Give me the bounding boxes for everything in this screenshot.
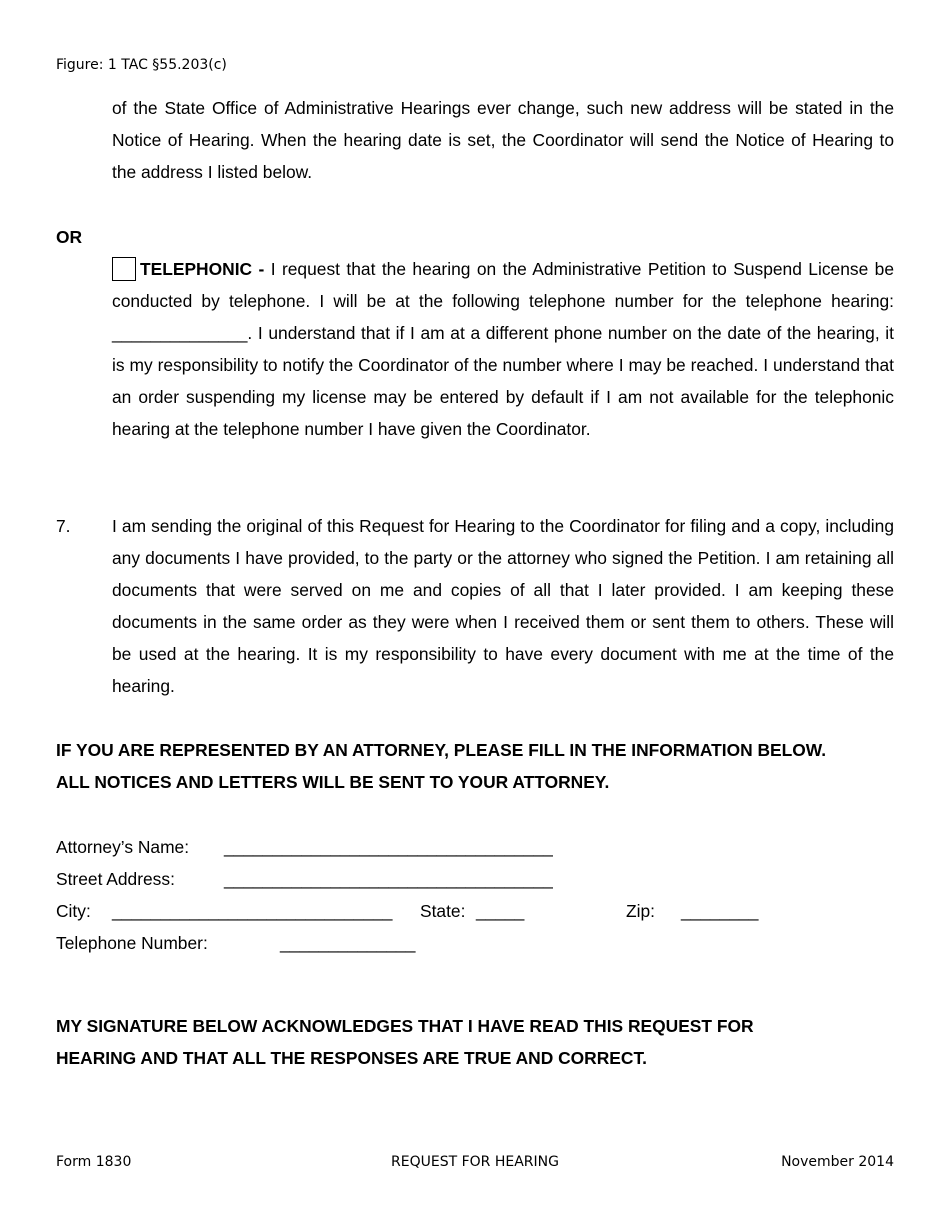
city-label: City: [56, 901, 91, 921]
state-field[interactable]: _____ [476, 901, 525, 921]
paragraph-hearing-address: of the State Office of Administrative Hearings ever change, such new address will be stated in the Notice of Hearing. When the hearing date is set, the Coordinator will send the Notice of Hearing to the address I listed below. [112, 98, 894, 182]
attorney-notice [56, 734, 916, 798]
city-field[interactable]: _____________________________ [112, 901, 393, 921]
signature-notice [56, 1010, 916, 1074]
item-number-7: 7. [56, 516, 71, 536]
telephonic-option [112, 253, 894, 445]
street-address-field[interactable]: __________________________________ [224, 869, 553, 889]
signature-notice-line2: HEARING AND THAT ALL THE RESPONSES ARE TRUE AND CORRECT. [56, 1048, 647, 1068]
attorney-notice-line2: ALL NOTICES AND LETTERS WILL BE SENT TO YOUR ATTORNEY. [56, 772, 610, 792]
state-label: State: [420, 901, 466, 921]
attorney-name-field[interactable]: __________________________________ [224, 837, 553, 857]
or-label: OR [56, 227, 83, 247]
item-7-text: I am sending the original of this Request for Hearing to the Coordinator for filing and a copy, including any documents I have provided, to the party or the attorney who signed the Petition. I am retaining all documents that were served on me and copies of all that I later provided. I am keeping these documents in the same order as they were when I received them or sent them to others. These will be used at the hearing. It is my responsibility to have every document with me at the time of the hearing. [112, 516, 894, 696]
footer-form-number: Form 1830 [56, 1154, 132, 1170]
footer-date: November 2014 [781, 1154, 894, 1170]
telephonic-text-part2: . I understand that if I am at a different phone number on the date of the hearing, it is my responsibility to notify the Coordinator of the number where I may be reached. I understand that an order suspending my license may be entered by default if I am not available for the telephonic hearing at the telephone number I have given the Coordinator. [112, 323, 894, 439]
figure-reference: Figure: 1 TAC §55.203(c) [56, 57, 227, 73]
attorney-name-label: Attorney’s Name: [56, 837, 190, 857]
telephone-number-field[interactable]: ______________ [280, 933, 416, 953]
telephonic-checkbox[interactable] [112, 257, 136, 281]
telephonic-text-part1: I request that the hearing on the Administrative Petition to Suspend License be conducted by telephone. I will be at the following telephone number for the telephone hearing: ______________ [112, 259, 895, 343]
signature-notice-line1: MY SIGNATURE BELOW ACKNOWLEDGES THAT I HAVE READ THIS REQUEST FOR [56, 1016, 754, 1036]
telephone-number-label: Telephone Number: [56, 933, 208, 953]
attorney-notice-line1: IF YOU ARE REPRESENTED BY AN ATTORNEY, PLEASE FILL IN THE INFORMATION BELOW. [56, 740, 827, 760]
street-address-label: Street Address: [56, 869, 175, 889]
zip-field[interactable]: ________ [681, 901, 759, 921]
telephonic-label: TELEPHONIC - [140, 259, 265, 279]
footer-form-title: REQUEST FOR HEARING [391, 1154, 559, 1170]
zip-label: Zip: [626, 901, 655, 921]
